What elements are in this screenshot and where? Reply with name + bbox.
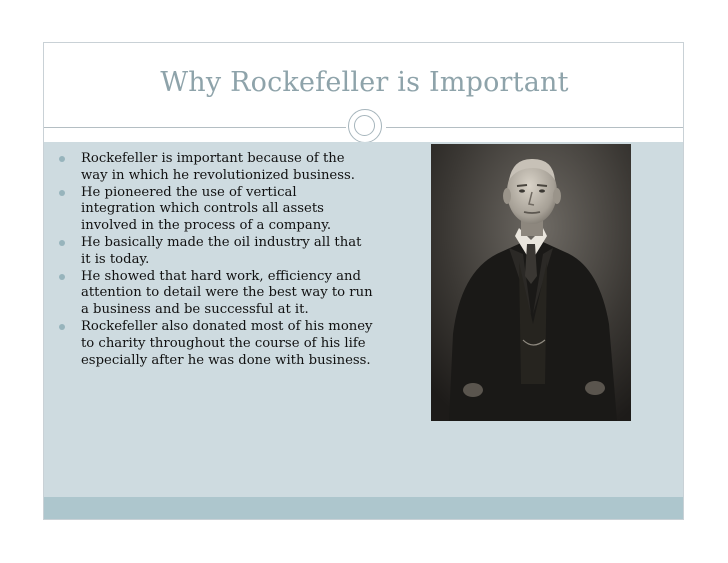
bullet-marker-icon [59,324,65,330]
bullet-item [44,185,374,235]
bullet-item [44,151,374,185]
bullet-item [44,319,374,369]
title-divider-right [386,127,684,128]
bullet-text: He basically made the oil industry all that it is today. [81,234,362,267]
title-divider-left [44,127,346,128]
ring-ornament-icon [348,109,382,143]
slide-title: Why Rockefeller is Important [160,67,569,98]
slide [43,42,684,520]
bullet-item [44,235,374,269]
portrait-photo [431,144,631,421]
bullet-marker-icon [59,240,65,246]
footer-band [44,497,684,520]
bullet-item [44,269,374,319]
bullet-list [44,151,374,369]
bullet-text: He pioneered the use of vertical integration which controls all assets involved in the process of a company. [81,184,332,234]
bullet-marker-icon [59,274,65,280]
bullet-text: Rockefeller also donated most of his money to charity throughout the course of his life especially after he was done with business. [81,318,373,368]
bullet-marker-icon [59,156,65,162]
bullet-marker-icon [59,190,65,196]
ring-ornament-inner [354,115,375,136]
bullet-text: Rockefeller is important because of the way in which he revolutionized business. [81,151,355,183]
bullet-text: He showed that hard work, efficiency and attention to detail were the best way to run a business and be successful at it. [81,268,373,318]
